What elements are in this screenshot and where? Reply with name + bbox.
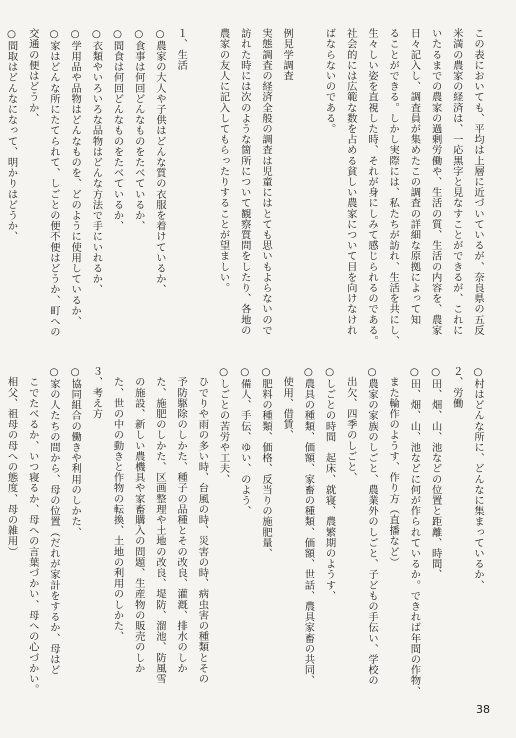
text-line: 使用、借賃、 — [281, 366, 294, 441]
text-line: ることができる。しかし実際には、私たちが訪れ、生活を共にし、 — [387, 28, 400, 346]
text-line: ○間取はどんなになって、明かりはどうか、 — [5, 28, 18, 242]
text-line: ○村はどんな所に、どんなに集まっているか、 — [472, 366, 484, 591]
text-line: ○農具の種類、価額、家畜の種類、価額、世話、農具家畜の共同、 — [302, 366, 315, 686]
text-line: １、生活 — [175, 28, 188, 71]
text-line: 農家の友人に記入してもらったりすることが望ましい。 — [217, 28, 230, 293]
text-line: 相父、祖母の母への態度、母の雑用） — [5, 366, 18, 557]
text-line: 訪れた時には次のような箇所について観察質問をしたり、各地の — [238, 28, 251, 336]
text-line: ○衣類やいろいろな品物はどんな方法で手にいれるか、 — [90, 28, 103, 295]
text-line: 例見学調査 — [281, 28, 294, 81]
text-line: いたるまでの農家の過剰労働や、生活の質、生活の内容を、農家 — [429, 28, 442, 336]
text-line: 米満の農家の経済は、一応黒字と見なすことができるが、これに — [450, 28, 463, 336]
text-line: ○肥料の種類、価格、反当りの施肥量、 — [259, 366, 272, 559]
text-line: ３、考え方 — [90, 366, 103, 419]
text-line: ばならないのである。 — [323, 28, 336, 134]
text-line: ○間食は何回どんなものをたべているか、 — [111, 28, 124, 232]
text-line: の施設、新しい農機具や家畜購入の問題、生産物の販売のしか — [132, 366, 145, 674]
text-line: また輪作のようす、作り方（直播など） — [387, 366, 400, 568]
page-number: 38 — [476, 703, 490, 716]
text-line: 日々記入し、調査員が集めたこの調査の詳細な原拠によって知 — [408, 28, 421, 325]
text-line — [191, 28, 212, 366]
text-line: ２、労働 — [450, 366, 463, 409]
text-line: ○田、畑、山、池などに何が作られているか。できれば年間の作物、 — [408, 366, 421, 697]
text-line — [297, 28, 318, 366]
text-line: ○農家の家族のしごと、農業外のしごと、子どもの手伝い、学校の — [365, 366, 378, 686]
text-line: た、施肥のしかた、区画整理や土地の改良、堤防、溜池、防風雪 — [153, 366, 166, 684]
text-line: 予防駆除のしかた、種子の品種とその改良、灌漑、排水のしか — [175, 366, 188, 674]
text-line: ○学用品や品物はどんなものを、どのように使用しているか、 — [69, 28, 82, 327]
text-line: ○農家の大人や子供はどんな質の衣服を着けているか、 — [153, 28, 166, 295]
text-line: 生々しい姿を直視した時、それが身にしみて感じられるのである。 — [365, 28, 378, 346]
text-line: 社会的には広範な数を占める貧しい農家について目を向けなけれ — [344, 28, 357, 336]
text-line: ○家はどんな所にたてられて、しごとの便不便はどうか、町への — [47, 28, 60, 338]
text-line: 出欠、四季のしごと、 — [344, 366, 357, 483]
text-line: 交通の便はどうか、 — [26, 28, 39, 124]
text-line: ○しごとの苦労や工夫、 — [217, 366, 230, 485]
text-line: この表においても、平均は上層に近づいているが、奈良県の五反 — [472, 28, 484, 336]
text-line: ○しごとの時間 起床、就寝、農繁期のようす、 — [323, 366, 336, 601]
text-line: 実態調査の経済全般の調査は児童にはとても思いもよらないので — [259, 28, 272, 336]
bottom-text-block — [5, 366, 488, 697]
text-line: ○家の人たちの間から、母の位置（だれが家計をするか、母はど — [47, 366, 60, 676]
text-line: ○備人、手伝、ゆい、のよう、 — [238, 366, 251, 517]
text-line: ひでりや雨の多い時、台風の時、災害の時、病虫害の種類とその — [196, 366, 209, 684]
text-line: た、世の中の動きと作物の転換、土地の利用のしかた、 — [111, 366, 124, 642]
top-text-block — [5, 28, 488, 366]
text-line: ○食事は何回どんなものをたべているか、 — [132, 28, 145, 232]
text-line: こでたべるか、いつ寝るか、母への言葉づかい、母への心づかい。 — [26, 366, 39, 695]
text-line: ○協同組合の働きや利用のしかた、 — [69, 366, 82, 538]
text-line: ○田、畑、山、池などの位置と距離、時間、 — [429, 366, 442, 580]
